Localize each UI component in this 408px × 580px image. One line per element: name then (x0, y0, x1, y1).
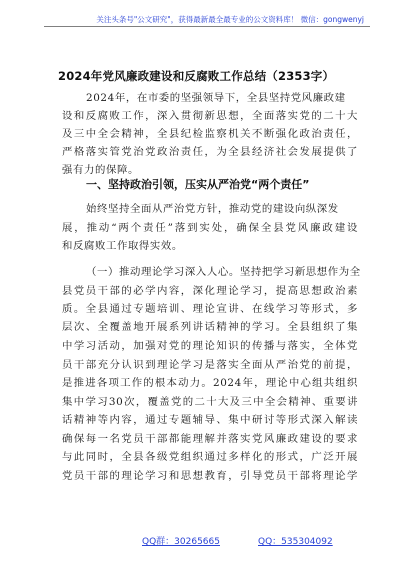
paragraph-line: 党员干部的理论学习和思想教育，引导党员干部将理论学 (62, 470, 358, 482)
paragraph-line: 员干部充分认识到理论学习是落实全面从严治党的前提， (62, 359, 358, 371)
paragraph-line: 设和反腐败工作，深入贯彻新思想，全面落实党的二十大 (62, 110, 358, 122)
paragraph-line: 始终坚持全面从严治党方针，推动党的建设向纵深发 (86, 203, 339, 215)
paragraph-line: （一）推动理论学习深入人心。坚持把学习新思想作为全 (86, 266, 361, 278)
paragraph-line: 强有力的保障。 (62, 164, 139, 176)
paragraph-line: 层次、全覆盖地开展系列讲话精神的学习。全县组织了集 (62, 321, 358, 333)
paragraph-line: 质。全县通过专题培训、理论宣讲、在线学习等形式，多 (62, 303, 358, 315)
section-heading: 一、坚持政治引领，压实从严治党“两个责任” (86, 178, 310, 191)
paragraph-line: 与此同时，全县各级党组织通过多样化的形式，广泛开展 (62, 451, 358, 463)
paragraph-line: 县党员干部的必学内容，深化理论学习，提高思想政治素 (62, 285, 358, 297)
paragraph-line: 是推进各项工作的根本动力。2024年，理论中心组共组织 (62, 377, 358, 389)
paragraph-line: 展，推动“两个责任”落到实处，确保全县党风廉政建设 (62, 222, 358, 234)
paragraph-line: 严格落实管党治党政治责任，为全县经济社会发展提供了 (62, 146, 358, 158)
qq-group-link[interactable]: QQ群：30265665 (142, 537, 220, 547)
header-divider (44, 26, 370, 27)
document-title: 2024年党风廉政建设和反腐败工作总结（2353字） (58, 69, 335, 83)
paragraph-line: 确保每一名党员干部都能理解并落实党风廉政建设的要求 (62, 433, 358, 445)
footer-contacts (0, 534, 408, 548)
paragraph-line: 和反腐败工作取得实效。 (62, 240, 183, 252)
paragraph-line: 及三中全会精神，全县纪检监察机关不断强化政治责任， (62, 128, 358, 140)
paragraph-line: 集中学习30次，覆盖党的二十大及三中全会精神、重要讲 (62, 396, 358, 408)
qq-contact-link[interactable]: QQ：535304092 (258, 537, 333, 547)
paragraph-line: 话精神等内容，通过专题辅导、集中研讨等形式深入解读 (62, 414, 358, 426)
header-watermark-note[interactable]: 关注头条号"公文研究"，获得最新最全最专业的公文资料库！ 微信：gongwenyj (96, 15, 364, 24)
paragraph-line: 中学习活动，加强对党的理论知识的传播与落实，全体党 (62, 340, 358, 352)
paragraph-line: 2024年，在市委的坚强领导下，全县坚持党风廉政建 (86, 92, 346, 104)
